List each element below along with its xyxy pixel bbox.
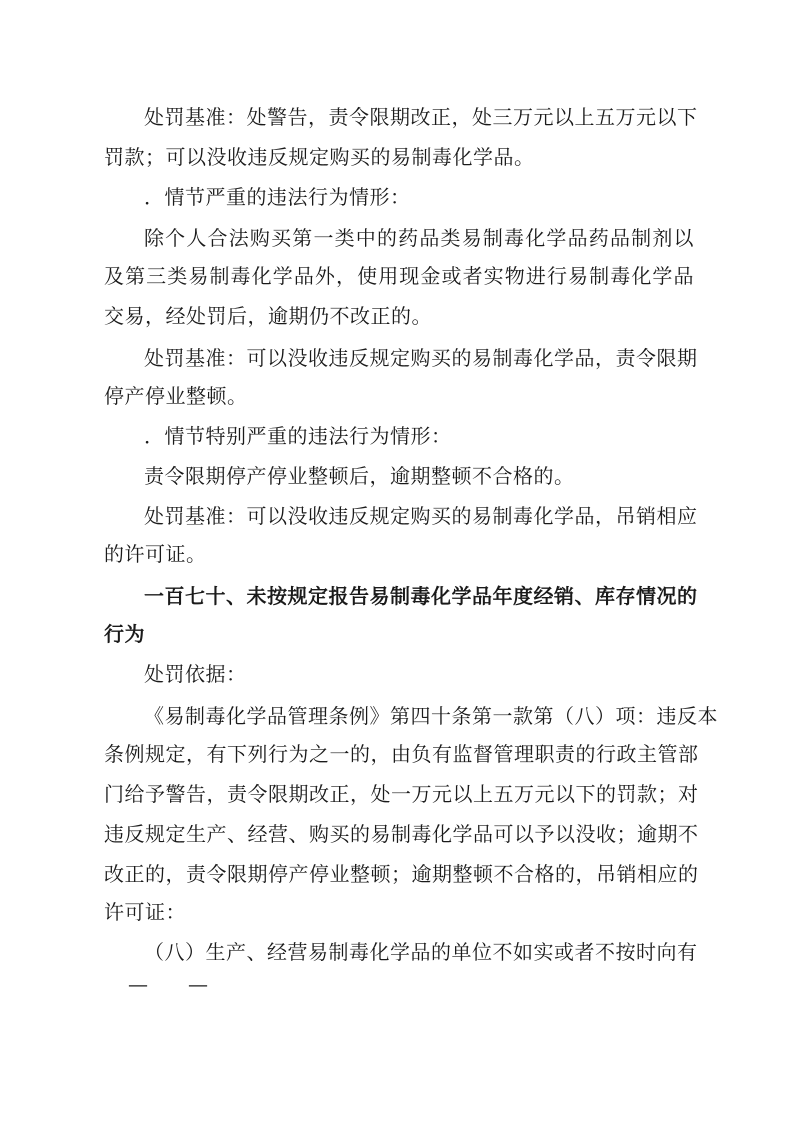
paragraph-line: 许可证： (104, 900, 186, 924)
paragraph-line: 处罚基准：可以没收违反规定购买的易制毒化学品，吊销相应 (144, 504, 698, 528)
paragraph-line: 停产停业整顿。 (104, 384, 248, 408)
section-heading: ．情节特别严重的违法行为情形： (144, 424, 452, 448)
paragraph-line: 门给予警告，责令限期改正，处一万元以上五万元以下的罚款；对 (104, 782, 699, 806)
paragraph-line: 违反规定生产、经营、购买的易制毒化学品可以予以没收；逾期不 (104, 822, 699, 846)
paragraph-line: 《易制毒化学品管理条例》第四十条第一款第（八）项：违反本 (144, 704, 718, 728)
paragraph-line: （八）生产、经营易制毒化学品的单位不如实或者不按时向有 (144, 940, 698, 964)
article-title: 行为 (104, 622, 145, 646)
page-footer: — — (128, 972, 208, 996)
paragraph-line: 条例规定，有下列行为之一的，由负有监督管理职责的行政主管部 (104, 742, 699, 766)
paragraph-line: 交易，经处罚后，逾期仍不改正的。 (104, 304, 432, 328)
paragraph-line: 的许可证。 (104, 542, 207, 566)
section-heading: ．情节严重的违法行为情形： (144, 185, 411, 209)
section-heading: 处罚依据： (144, 662, 247, 686)
paragraph-line: 处罚基准：处警告，责令限期改正，处三万元以上五万元以下 (144, 105, 698, 129)
paragraph-line: 改正的，责令限期停产停业整顿；逾期整顿不合格的，吊销相应的 (104, 862, 699, 886)
paragraph-line: 除个人合法购买第一类中的药品类易制毒化学品药品制剂以 (144, 226, 694, 250)
paragraph-line: 及第三类易制毒化学品外，使用现金或者实物进行易制毒化学品 (104, 264, 694, 288)
paragraph-line: 处罚基准：可以没收违反规定购买的易制毒化学品，责令限期 (144, 346, 698, 370)
paragraph-line: 罚款；可以没收违反规定购买的易制毒化学品。 (104, 145, 535, 169)
paragraph-line: 责令限期停产停业整顿后，逾期整顿不合格的。 (144, 464, 575, 488)
article-title: 一百七十、未按规定报告易制毒化学品年度经销、库存情况的 (144, 584, 698, 608)
